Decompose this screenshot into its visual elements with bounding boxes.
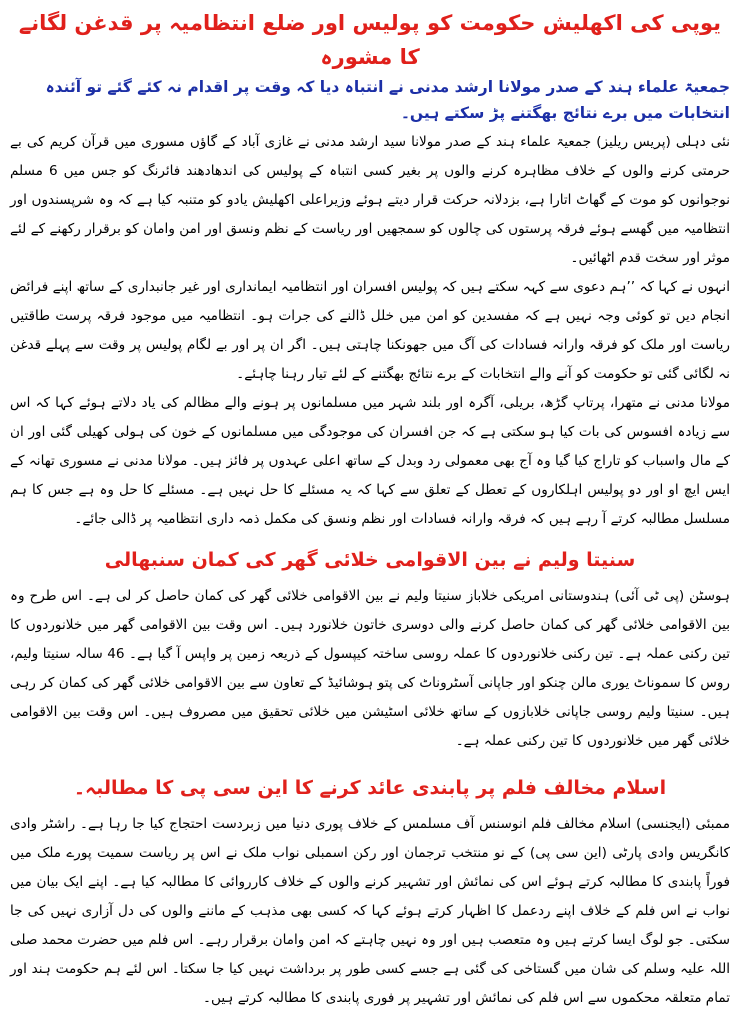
article1-paragraph-3: مولانا مدنی نے متھرا، پرتاپ گڑھ، بریلی، آگرہ اور بلند شہر میں مسلمانوں پر ہونے والے مظالم کی یاد دلاتے ہوئے کہا کہ اس سے زیادہ افسوس کی بات کیا ہو سکتی ہے کہ جن افسران کی موجودگی میں مسلمانوں کے خون کی ہولی کھیلی گئی اور ان کے مال واسباب کو تاراج کیا گیا وہ آج بھی معمولی رد وبدل کے ساتھ اعلی عہدوں پر فائز ہیں۔ مولانا مدنی نے مسوری تھانہ کے ایس ایچ او اور دو پولیس اہلکاروں کے تعطل کے تعلق سے کہا کہ یہ مسئلے کا حل نہیں ہے۔ مسئلے کا حل وہ ہے جس کا ہم مسلسل مطالبہ کرتے آ رہے ہیں کہ فرقہ وارانہ فسادات اور نظم ونسق کی مکمل ذمہ داری انتظامیہ پر ڈالی جائے۔ [10,395,730,527]
article1-paragraph-2: انہوں نے کہا کہ ’’ہم دعوی سے کہہ سکتے ہیں کہ پولیس افسران اور انتظامیہ ایمانداری اور غیر جانبداری کے ساتھ اپنے فرائض انجام دیں تو کوئی وجہ نہیں ہے کہ مفسدین کو امن میں خلل ڈالنے کی جرات ہو۔ انتظامیہ میں موجود فرقہ پرست طاقتیں ریاست اور ملک کو فرقہ وارانہ فسادات کی آگ میں جھونکنا چاہتی ہیں۔ اگر ان پر اور بے لگام پولیس پر وقت سے پہلے قدغن نہ لگائی گئی تو حکومت کو آنے والے انتخابات کے برے نتائج بھگتنے کے لئے تیار رہنا چاہئے۔ [10,279,730,382]
article3-headline: اسلام مخالف فلم پر پابندی عائد کرنے کا این سی پی کا مطالبہ۔ [73,777,667,799]
article2-paragraph-1: ہوسٹن (پی ٹی آئی) ہندوستانی امریکی خلاباز سنیتا ولیم نے بین الاقوامی خلائی گھر کی کمان حاصل کر لی ہے۔ اس طرح وہ بین الاقوامی خلائی گھر کی کمان حاصل کرنے والی دوسری خاتون خلانورد ہیں۔ اس وقت بین الاقوامی گھر میں خلانوردوں کا تین رکنی عملہ ہے۔ تین رکنی خلانوردوں کا عملہ روسی ساختہ کیپسول کے ذریعہ زمین پر واپس آ گیا ہے۔ 46 سالہ سنیتا ولیم، روس کا سموناٹ یوری مالن چنکو اور جاپانی آسٹروناٹ کی پتو ہوشائیڈ کے تعاون سے بین الاقوامی خلائی گھر کی کمان کر رہی ہیں۔ سنیتا ولیم روسی جاپانی خلابازوں کے ساتھ خلائی اسٹیشن میں خلائی تحقیق میں مصروف ہیں۔ اس وقت بین الاقوامی خلائی گھر میں خلانوردوں کا تین رکنی عملہ ہے۔ [10,588,730,749]
article1-subhead: جمعیۃ علماء ہند کے صدر مولانا ارشد مدنی نے انتباہ دیا کہ وقت پر اقدام نہ کئے گئے تو آئندہ انتخابات میں برے نتائج بھگتنے پڑ سکتے ہیں۔ [45,78,730,122]
article3-paragraph-1: ممبئی (ایجنسی) اسلام مخالف فلم انوسنس آف مسلمس کے خلاف پوری دنیا میں زبردست احتجاج کیا جا رہا ہے۔ راشٹر وادی کانگریس وادی پارٹی (این سی پی) کے نو منتخب ترجمان اور رکن اسمبلی نواب ملک نے اس پر ریاست سمیت پورے ملک میں فوراً پابندی کا مطالبہ کرتے ہوئے اس کی نمائش اور تشہیر کرنے والوں کے خلاف کارروائی کا مطالبہ کیا ہے۔ اپنے ایک بیان میں نواب نے اس فلم کے خلاف اپنے ردعمل کا اظہار کرتے ہوئے کہا کہ کسی بھی مذہب کے ماننے والوں کی دل آزاری نہیں کی جا سکتی۔ جو لوگ ایسا کرتے ہیں وہ متعصب ہیں اور وہ نہیں چاہتے کہ امن وامان برقرار رہے۔ اس فلم میں حضرت محمد صلی اللہ علیہ وسلم کی شان میں گستاخی کی گئی ہے جسے کسی طور پر برداشت نہیں کیا جا سکتا۔ اس لئے ہم حکومت ہند اور تمام متعلقہ محکموں سے اس فلم کی نمائش اور تشہیر پر فوری پابندی کا مطالبہ کرتے ہیں۔ [10,816,730,1006]
article1-paragraph-1: نئی دہلی (پریس ریلیز) جمعیۃ علماء ہند کے صدر مولانا سید ارشد مدنی نے غازی آباد کے گاؤں مسوری میں قرآن کریم کی بے حرمتی کرنے والوں کے خلاف مظاہرہ کرنے والوں پر بغیر کسی انتباہ کے پولیس کی اندھادھند فائرنگ کو جس میں 6 مسلم نوجوانوں کو موت کے گھاٹ اتارا ہے، بزدلانہ حرکت قرار دیتے ہوئے وزیراعلی اکھلیش یادو کو متنبہ کیا ہے کہ وہ شرپسندوں اور انتظامیہ میں گھسے ہوئے فرقہ پرستوں کی چالوں کو سمجھیں اور ریاست کے نظم ونسق اور امن وامان کو برقرار رکھنے کے لئے موثر اور سخت قدم اٹھائیں۔ [10,134,731,266]
article1-headline: یوپی کی اکھلیش حکومت کو پولیس اور ضلع انتظامیہ پر قدغن لگانے کا مشورہ [18,11,722,69]
article2-headline: سنیتا ولیم نے بین الاقوامی خلائی گھر کی کمان سنبھالی [104,549,636,571]
